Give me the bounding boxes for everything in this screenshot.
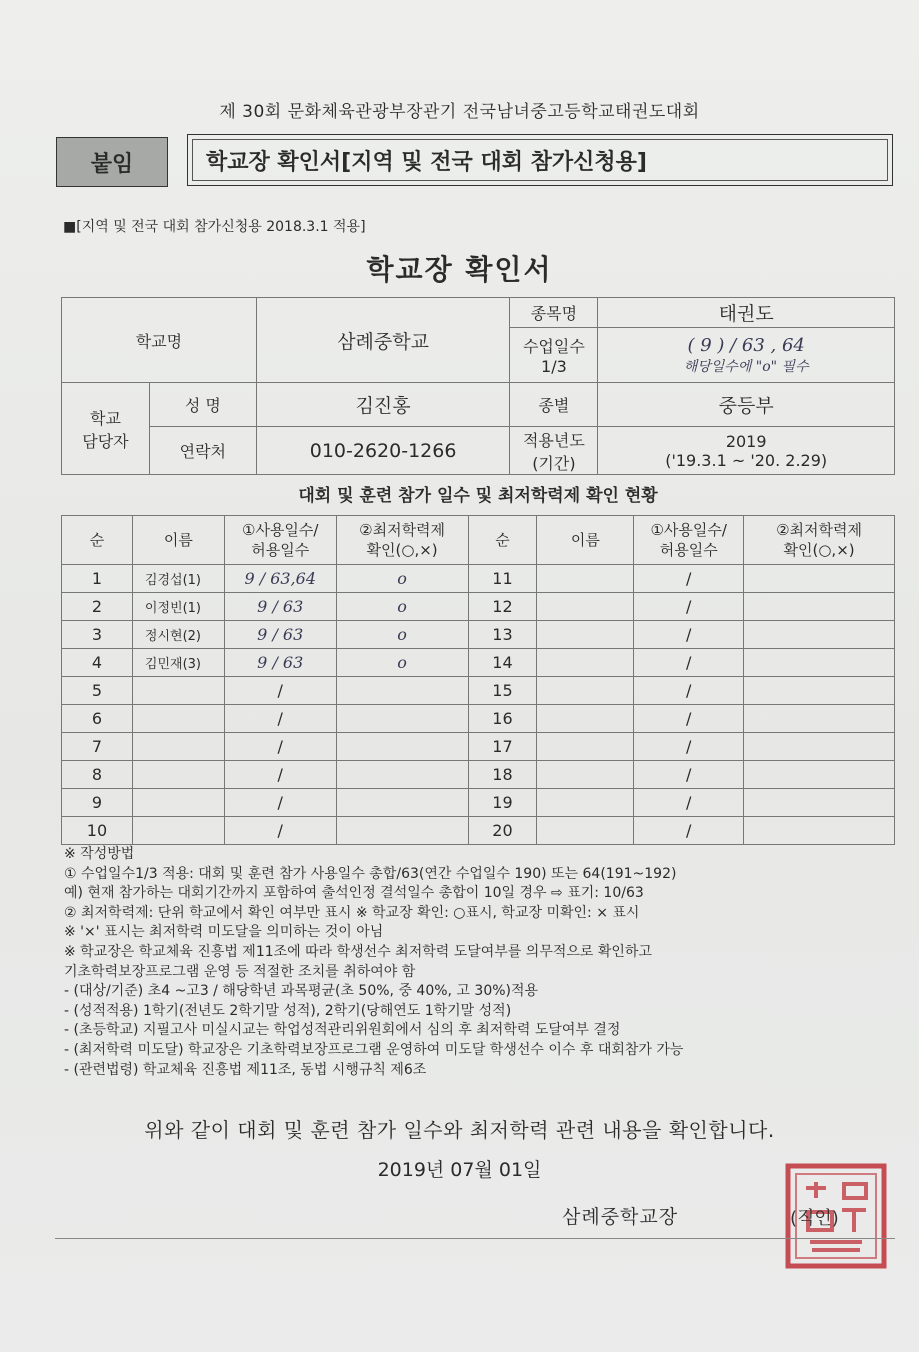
student-name	[537, 621, 634, 649]
year-value-line1: 2019	[725, 431, 767, 451]
header-check-right-line2: 확인(○,×)	[783, 541, 855, 559]
header-check-line2: 확인(○,×)	[366, 541, 438, 559]
name-label: 성 명	[149, 383, 256, 427]
manager-label	[62, 383, 150, 475]
header-name-right: 이름	[537, 516, 634, 565]
school-info-table	[61, 297, 895, 475]
roster-row	[62, 761, 895, 789]
roster-row	[62, 621, 895, 649]
row-no: 3	[62, 621, 133, 649]
header-days-line1: ①사용일수/	[242, 521, 319, 539]
min-achievement-check	[336, 733, 468, 761]
header-days-right-line2: 허용일수	[659, 541, 718, 559]
roster-row	[62, 817, 895, 845]
row-no: 11	[468, 565, 537, 593]
contact-label: 연락처	[149, 427, 256, 475]
student-name	[537, 817, 634, 845]
student-name	[537, 593, 634, 621]
instruction-line: ② 최저학력제: 단위 학교에서 확인 여부만 표시 ※ 학교장 확인: ○표시, 학교장 미확인: × 표시	[64, 904, 640, 921]
student-name	[537, 789, 634, 817]
header-check	[336, 516, 468, 565]
student-name: 김민재(3)	[132, 649, 224, 677]
instruction-line: - (관련법령) 학교체육 진흥법 제11조, 동법 시행규칙 제6조	[64, 1061, 427, 1078]
student-name	[132, 705, 224, 733]
student-name: 김경섭(1)	[132, 565, 224, 593]
row-no: 8	[62, 761, 133, 789]
min-achievement-check	[744, 621, 895, 649]
row-no: 17	[468, 733, 537, 761]
used-days: /	[224, 705, 336, 733]
year-value	[598, 427, 895, 475]
student-name	[537, 733, 634, 761]
min-achievement-check: o	[336, 621, 468, 649]
division-value: 중등부	[598, 383, 895, 427]
used-days: /	[224, 761, 336, 789]
row-no: 5	[62, 677, 133, 705]
header-name: 이름	[132, 516, 224, 565]
used-days: /	[634, 705, 744, 733]
roster-table	[61, 515, 895, 845]
header-days-line2: 허용일수	[251, 541, 310, 559]
manager-label-line2: 담당자	[82, 431, 129, 451]
min-achievement-check	[336, 761, 468, 789]
bottom-divider	[55, 1238, 895, 1239]
contact-value: 010-2620-1266	[256, 427, 510, 475]
instruction-line: ① 수업일수1/3 적용: 대회 및 훈련 참가 사용일수 총합/63(연간 수업일수 190) 또는 64(191~192)	[64, 865, 677, 882]
min-achievement-check	[744, 649, 895, 677]
section-title: 대회 및 훈련 참가 일수 및 최저학력제 확인 현황	[298, 486, 658, 506]
used-days: 9 / 63	[224, 621, 336, 649]
school-value: 삼례중학교	[256, 298, 510, 383]
row-no: 10	[62, 817, 133, 845]
student-name	[537, 565, 634, 593]
school-label: 학교명	[62, 298, 257, 383]
used-days: /	[224, 733, 336, 761]
row-no: 14	[468, 649, 537, 677]
row-no: 16	[468, 705, 537, 733]
used-days: /	[224, 677, 336, 705]
used-days: /	[634, 817, 744, 845]
instruction-line: ※ 작성방법	[64, 846, 135, 862]
row-no: 18	[468, 761, 537, 789]
used-days: /	[224, 817, 336, 845]
name-value: 김진홍	[256, 383, 510, 427]
roster-row	[62, 649, 895, 677]
event-label: 종목명	[510, 298, 598, 328]
seal-label: (직인)	[790, 1208, 839, 1229]
student-name	[537, 649, 634, 677]
instruction-line: - (대상/기준) 초4 ~고3 / 해당학년 과목평균(초 50%, 중 40%, 고 30%)적용	[64, 983, 539, 1000]
min-achievement-check	[336, 817, 468, 845]
header-no: 순	[62, 516, 133, 565]
min-achievement-check	[744, 705, 895, 733]
instruction-line: 기초학력보장프로그램 운영 등 적절한 조치를 취하여야 함	[64, 963, 416, 980]
row-no: 6	[62, 705, 133, 733]
row-no: 19	[468, 789, 537, 817]
student-name	[537, 761, 634, 789]
row-no: 4	[62, 649, 133, 677]
min-achievement-check	[744, 593, 895, 621]
header-days-right-line1: ①사용일수/	[650, 521, 727, 539]
instruction-line: - (성적적용) 1학기(전년도 2학기말 성적), 2학기(당해연도 1학기말 성적)	[64, 1002, 512, 1019]
instruction-line: - (초등학교) 지필고사 미실시교는 학업성적관리위원회에서 심의 후 최저학력 도달여부 결정	[64, 1022, 621, 1039]
min-achievement-check	[336, 705, 468, 733]
issue-date: 2019년 07월 01일	[377, 1159, 542, 1181]
confirmation-text: 위와 같이 대회 및 훈련 참가 일수와 최저학력 관련 내용을 확인합니다.	[144, 1118, 775, 1142]
min-achievement-check	[744, 733, 895, 761]
header-check-right-line1: ②최저학력제	[776, 521, 863, 539]
main-title: 학교장 확인서	[366, 253, 553, 286]
roster-row	[62, 677, 895, 705]
class-days-label-line1: 수업일수	[522, 337, 585, 356]
student-name	[132, 789, 224, 817]
row-no: 7	[62, 733, 133, 761]
student-name: 정시현(2)	[132, 621, 224, 649]
instruction-line: 예) 현재 참가하는 대회기간까지 포함하여 출석인정 결석일수 총합이 10일 경우 ⇨ 표기: 10/63	[64, 885, 644, 902]
instruction-line: ※ 학교장은 학교체육 진흥법 제11조에 따라 학생선수 최저학력 도달여부를 의무적으로 확인하고	[64, 943, 652, 960]
class-days-note: 해당일수에 "o" 필수	[683, 358, 809, 375]
student-name	[537, 677, 634, 705]
min-achievement-check	[336, 789, 468, 817]
used-days: /	[224, 789, 336, 817]
student-name: 이정빈(1)	[132, 593, 224, 621]
row-no: 15	[468, 677, 537, 705]
row-no: 20	[468, 817, 537, 845]
row-no: 1	[62, 565, 133, 593]
min-achievement-check	[744, 677, 895, 705]
applicability-note: ■[지역 및 전국 대회 참가신청용 2018.3.1 적용]	[63, 219, 366, 235]
year-value-line2: ('19.3.1 ~ '20. 2.29)	[665, 450, 828, 470]
used-days: /	[634, 621, 744, 649]
year-label-line1: 적용년도	[522, 430, 585, 450]
student-name	[132, 761, 224, 789]
used-days: /	[634, 677, 744, 705]
used-days: 9 / 63	[224, 649, 336, 677]
division-label: 종별	[510, 383, 598, 427]
principal-title: 삼례중학교장	[562, 1206, 679, 1228]
class-days-label	[510, 328, 598, 383]
row-no: 12	[468, 593, 537, 621]
min-achievement-check	[744, 817, 895, 845]
instruction-line: - (최저학력 미도달) 학교장은 기초학력보장프로그램 운영하여 미도달 학생선수 이수 후 대회참가 가능	[64, 1041, 684, 1058]
event-title: 제 30회 문화체육관광부장관기 전국남녀중고등학교태권도대회	[219, 102, 700, 122]
used-days: /	[634, 565, 744, 593]
instruction-line: ※ '×' 표시는 최저학력 미도달을 의미하는 것이 아님	[64, 924, 384, 941]
row-no: 2	[62, 593, 133, 621]
writing-instructions	[64, 845, 894, 1080]
used-days: /	[634, 593, 744, 621]
event-value: 태권도	[598, 298, 895, 328]
roster-header-row	[62, 516, 895, 565]
roster-row	[62, 733, 895, 761]
class-days-label-line2: 1/3	[541, 357, 567, 376]
row-no: 13	[468, 621, 537, 649]
min-achievement-check	[744, 789, 895, 817]
document-title: 학교장 확인서[지역 및 전국 대회 참가신청용]	[206, 149, 647, 175]
year-label-line2: (기간)	[532, 453, 576, 473]
used-days: /	[634, 789, 744, 817]
manager-label-line1: 학교	[89, 408, 121, 428]
class-days-value: ( 9 ) / 63 , 64	[687, 334, 805, 356]
min-achievement-check	[744, 565, 895, 593]
min-achievement-check: o	[336, 593, 468, 621]
row-no: 9	[62, 789, 133, 817]
student-name	[132, 733, 224, 761]
used-days: /	[634, 733, 744, 761]
header-no-right: 순	[468, 516, 537, 565]
student-name	[132, 817, 224, 845]
roster-row	[62, 789, 895, 817]
min-achievement-check: o	[336, 649, 468, 677]
document-title-box	[187, 134, 893, 186]
header-check-line1: ②최저학력제	[359, 521, 446, 539]
year-label	[510, 427, 598, 475]
roster-row	[62, 593, 895, 621]
used-days: 9 / 63	[224, 593, 336, 621]
roster-row	[62, 565, 895, 593]
header-check-right	[744, 516, 895, 565]
used-days: /	[634, 761, 744, 789]
class-days-cell	[598, 328, 895, 383]
used-days: /	[634, 649, 744, 677]
roster-row	[62, 705, 895, 733]
student-name	[537, 705, 634, 733]
min-achievement-check: o	[336, 565, 468, 593]
student-name	[132, 677, 224, 705]
used-days: 9 / 63,64	[224, 565, 336, 593]
header-days-right	[634, 516, 744, 565]
header-days	[224, 516, 336, 565]
min-achievement-check	[744, 761, 895, 789]
attachment-badge: 붙임	[56, 137, 168, 187]
min-achievement-check	[336, 677, 468, 705]
